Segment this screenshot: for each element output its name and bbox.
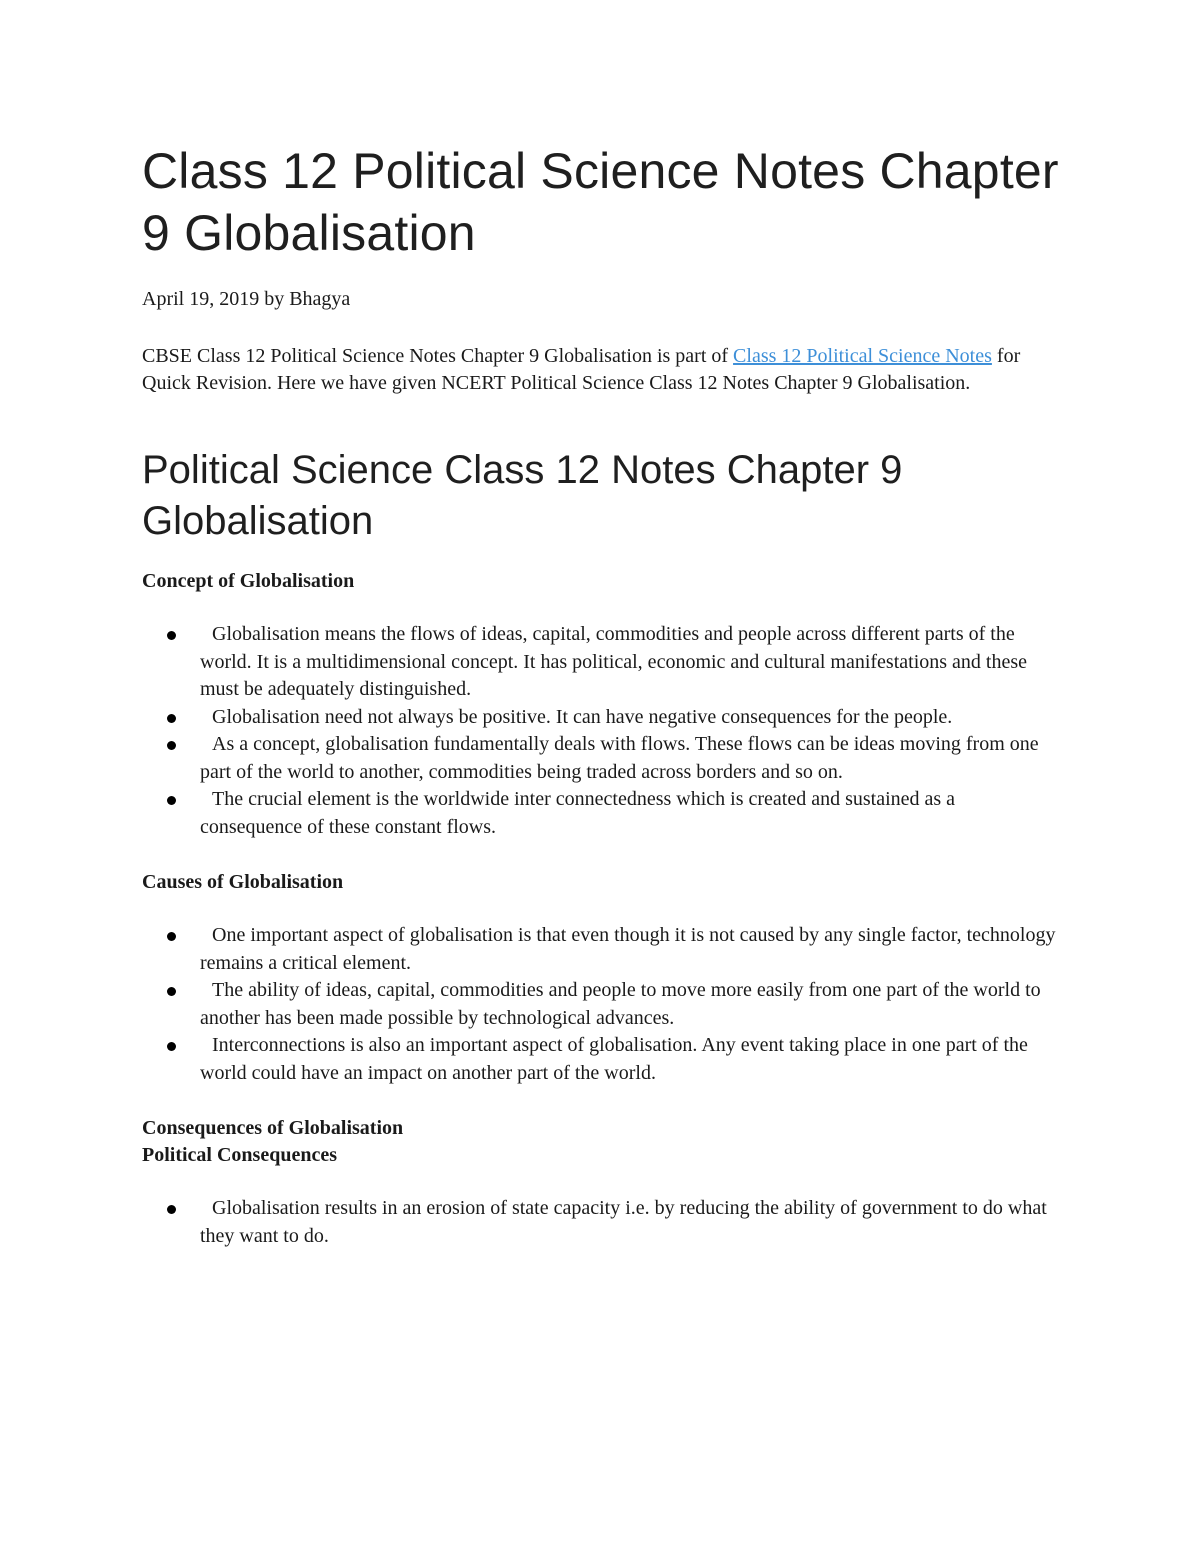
bullet-icon <box>167 932 176 941</box>
list-item: The crucial element is the worldwide inter connectedness which is created and sustained as a consequence of these constant flows. <box>142 786 1060 841</box>
consequences-list <box>142 1195 1082 1250</box>
list-item: Globalisation need not always be positive. It can have negative consequences for the people. <box>142 704 1060 732</box>
bullet-icon <box>167 631 176 640</box>
intro-text-after: for Quick Revision. Here we have given NCERT Political Science Class 12 Notes Chapter 9 Globalisation. <box>142 345 1021 394</box>
notes-link[interactable]: Class 12 Political Science Notes <box>733 345 992 367</box>
list-item: The ability of ideas, capital, commodities and people to move more easily from one part of the world to another has been made possible by technological advances. <box>142 977 1060 1032</box>
page-title: Class 12 Political Science Notes Chapter 9 Globalisation <box>142 143 1059 261</box>
list-item: Globalisation results in an erosion of state capacity i.e. by reducing the ability of government to do what they want to do. <box>142 1195 1060 1250</box>
concept-heading: Concept of Globalisation <box>142 570 355 592</box>
bullet-icon <box>167 741 176 750</box>
concept-list <box>142 621 1082 841</box>
bullet-icon <box>167 796 176 805</box>
section-heading: Political Science Class 12 Notes Chapter 9 Globalisation <box>142 448 903 543</box>
bullet-icon <box>167 714 176 723</box>
bullet-icon <box>167 987 176 996</box>
causes-heading: Causes of Globalisation <box>142 871 344 893</box>
list-item: As a concept, globalisation fundamentally deals with flows. These flows can be ideas moving from one part of the world to another, commodities being traded across borders and so on. <box>142 731 1060 786</box>
causes-list <box>142 922 1082 1087</box>
post-meta: April 19, 2019 by Bhagya <box>142 288 351 310</box>
political-consequences-heading: Political Consequences <box>142 1144 337 1166</box>
list-item: Interconnections is also an important aspect of globalisation. Any event taking place in one part of the world could have an impact on another part of the world. <box>142 1032 1060 1087</box>
list-item: One important aspect of globalisation is that even though it is not caused by any single factor, technology remains a critical element. <box>142 922 1060 977</box>
document-page <box>142 140 1082 1250</box>
bullet-icon <box>167 1205 176 1214</box>
consequences-heading: Consequences of Globalisation <box>142 1117 404 1139</box>
intro-text-before: CBSE Class 12 Political Science Notes Chapter 9 Globalisation is part of <box>142 345 734 367</box>
list-item: Globalisation means the flows of ideas, capital, commodities and people across different parts of the world. It is a multidimensional concept. It has political, economic and cultural manifestations and these must be adequately distinguished. <box>142 621 1060 704</box>
bullet-icon <box>167 1042 176 1051</box>
intro-paragraph <box>142 343 1072 397</box>
